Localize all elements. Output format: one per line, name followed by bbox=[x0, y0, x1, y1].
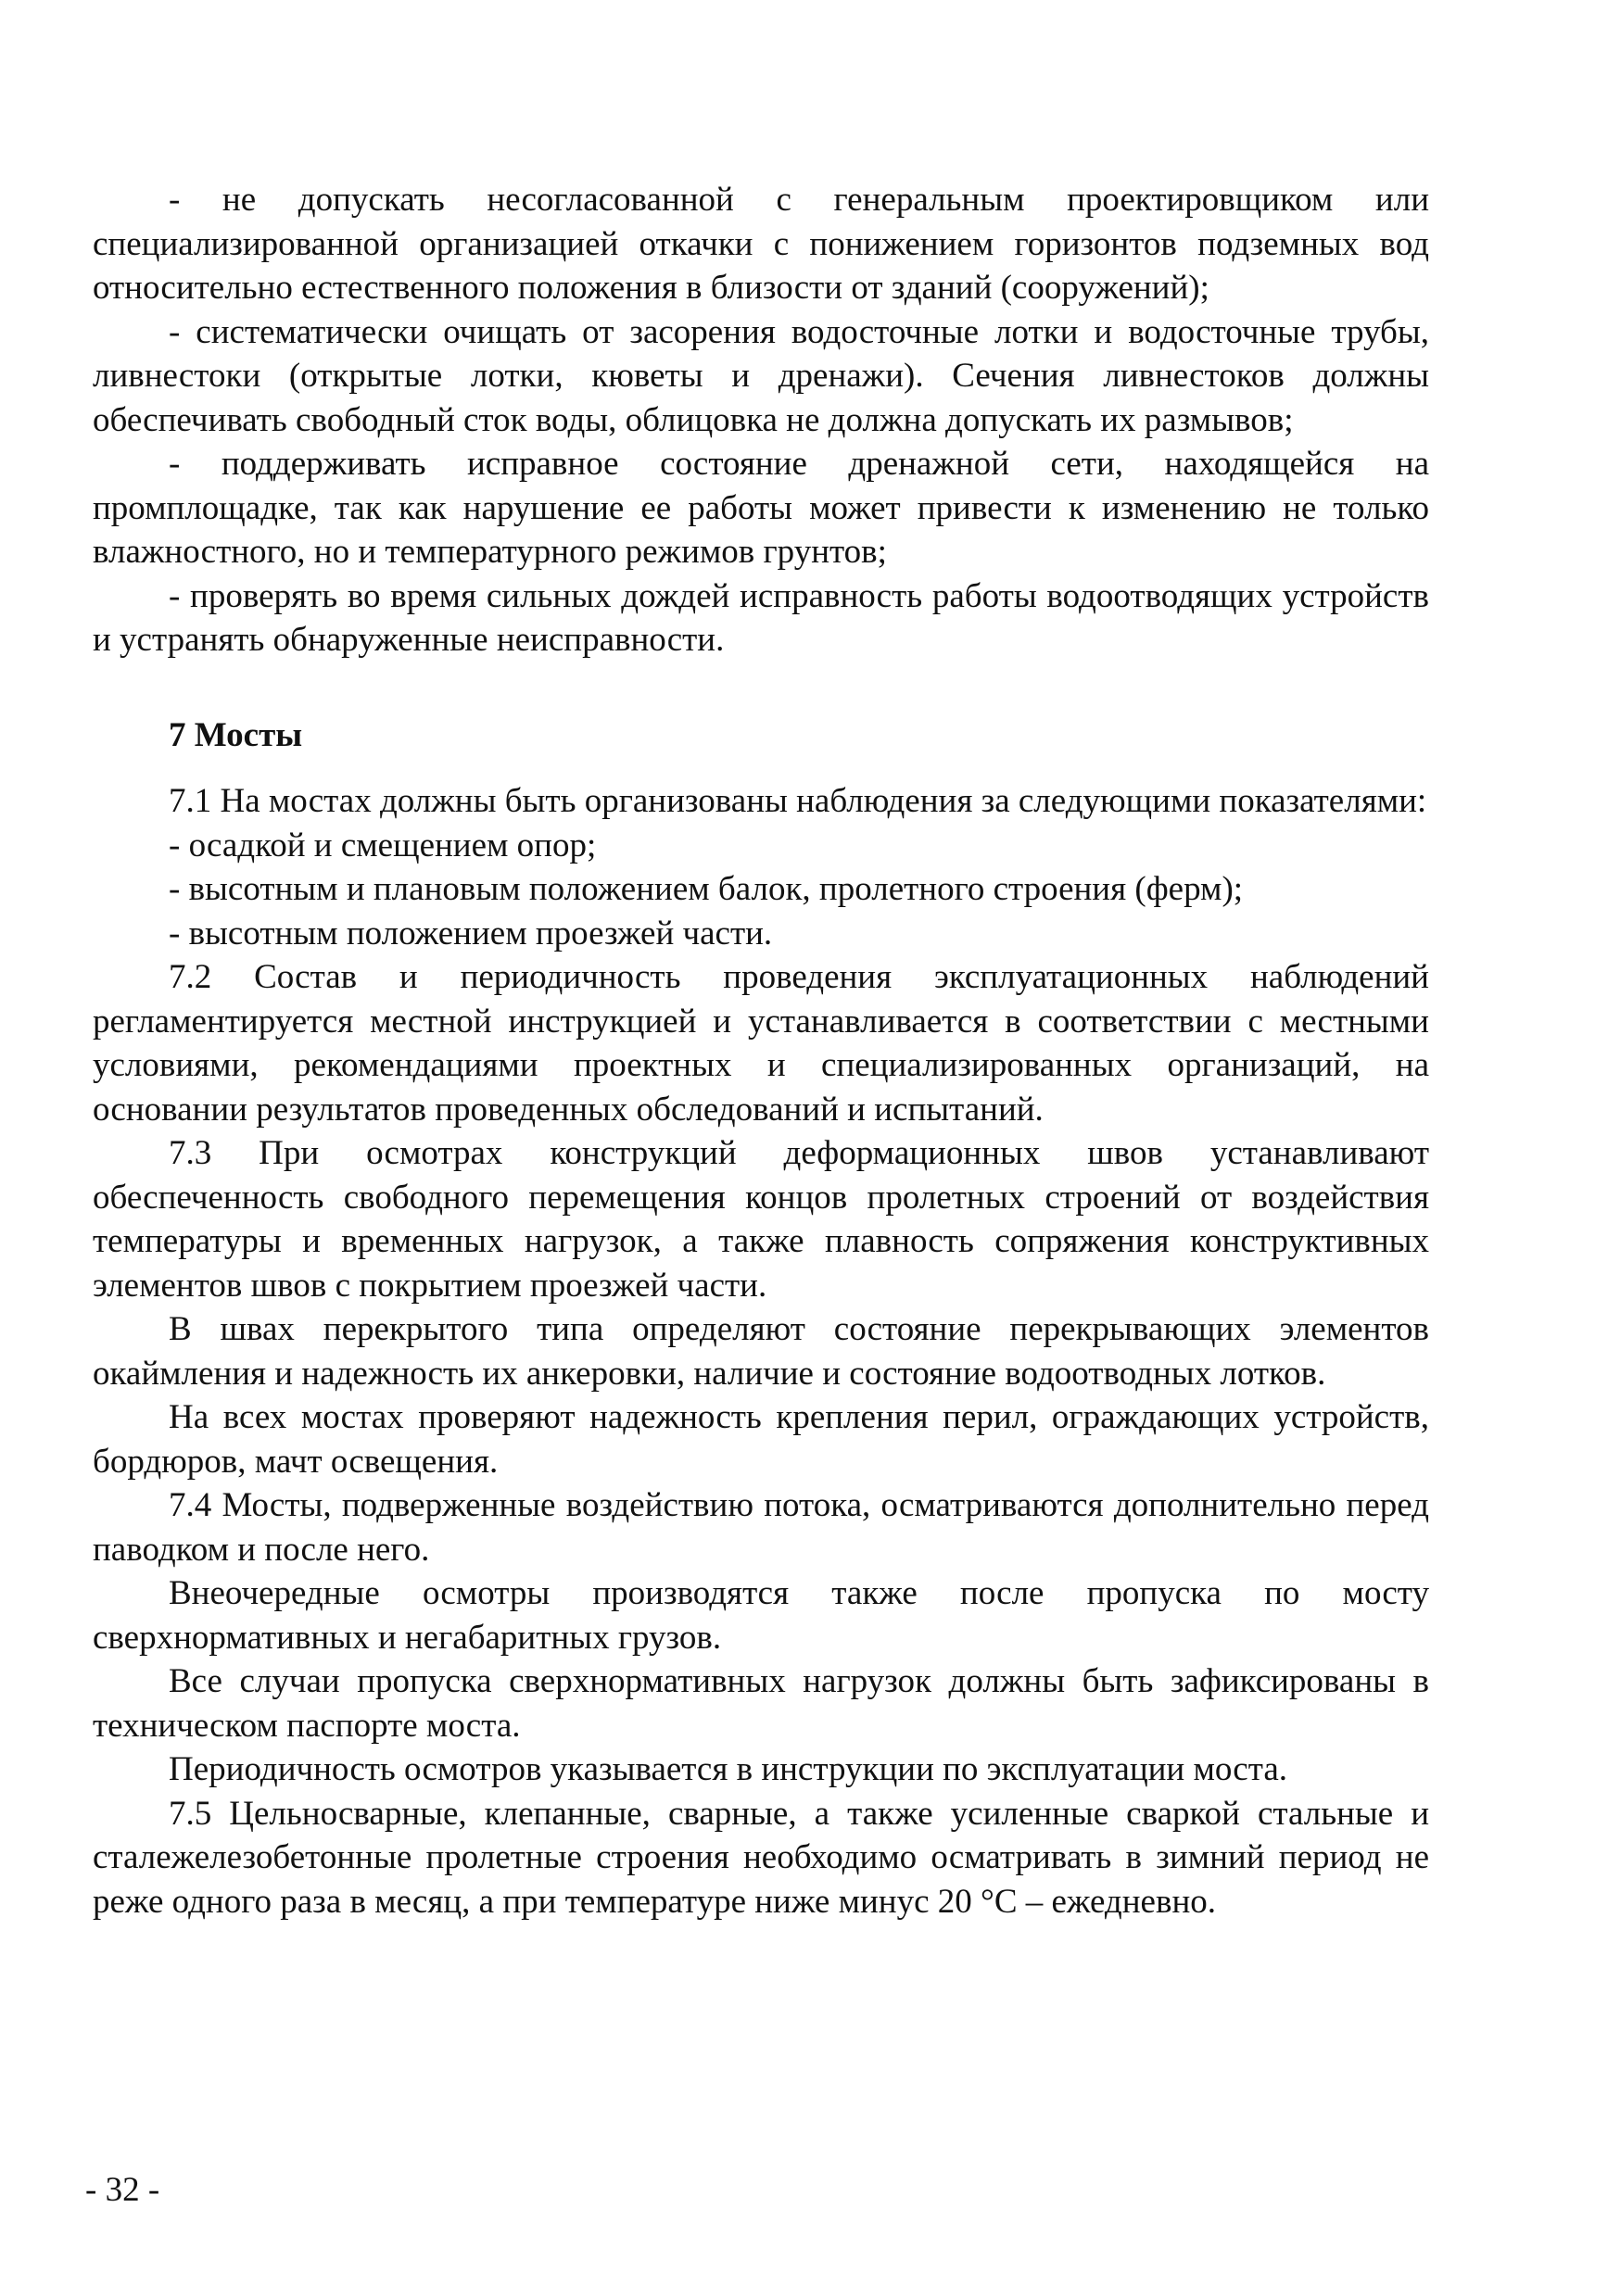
paragraph-rain-check: - проверять во время сильных дождей исправность работы водоотводящих устройств и устранять обнаруженные неисправности. bbox=[93, 576, 1429, 659]
list-item-beam-position: - высотным и плановым положением балок, пролетного строения (ферм); bbox=[169, 870, 1244, 908]
section-heading: 7 Мосты bbox=[169, 715, 303, 754]
page-number: - 32 - bbox=[85, 2171, 160, 2209]
paragraph-railings: На всех мостах проверяют надежность крепления перил, ограждающих устройств, бордюров, мачт освещения. bbox=[93, 1398, 1429, 1481]
paragraph-drain-cleaning: - систематически очищать от засорения водосточные лотки и водосточные трубы, ливнестоки (открытые лотки, кюветы и дренажи). Сечения ливнестоков должны обеспечивать свободный сток воды, облицовка не должна допускать их размывов; bbox=[93, 312, 1429, 439]
list-item-support-settlement: - осадкой и смещением опор; bbox=[169, 826, 597, 864]
paragraph-7-1: 7.1 На мостах должны быть организованы наблюдения за следующими показателями: bbox=[169, 782, 1427, 820]
paragraph-7-2: 7.2 Состав и периодичность проведения эксплуатационных наблюдений регламентируется местной инструкцией и устанавливается в соответствии с местными условиями, рекомендациями проектных и специализированных организаций, на основании результатов проведенных обследований и испытаний. bbox=[93, 958, 1429, 1129]
paragraph-7-4: 7.4 Мосты, подверженные воздействию потока, осматриваются дополнительно перед паводком и после него. bbox=[93, 1486, 1429, 1569]
list-item-roadway-height: - высотным положением проезжей части. bbox=[169, 914, 773, 952]
page-content bbox=[93, 178, 1429, 1924]
paragraph-overlap-joints: В швах перекрытого типа определяют состояние перекрывающих элементов окаймления и надежность их анкеровки, наличие и состояние водоотводных лотков. bbox=[93, 1310, 1429, 1393]
paragraph-drainage-network: - поддерживать исправное состояние дренажной сети, находящейся на промплощадке, так как нарушение ее работы может привести к изменению не только влажностного, но и температурного режимов грунтов; bbox=[93, 445, 1429, 571]
paragraph-7-5: 7.5 Цельносварные, клепанные, сварные, а также усиленные сваркой стальные и сталежелезобетонные пролетные строения необходимо осматривать в зимний период не реже одного раза в месяц, а при температуре ниже минус 20 °С – ежедневно. bbox=[93, 1794, 1429, 1921]
paragraph-overload-records: Все случаи пропуска сверхнормативных нагрузок должны быть зафиксированы в техническом паспорте моста. bbox=[93, 1662, 1429, 1745]
paragraph-groundwater-pumping: - не допускать несогласованной с генеральным проектировщиком или специализированной организацией откачки с понижением горизонтов подземных вод относительно естественного положения в близости от зданий (сооружений); bbox=[93, 181, 1429, 307]
paragraph-7-3: 7.3 При осмотрах конструкций деформационных швов устанавливают обеспеченность свободного перемещения концов пролетных строений от воздействия температуры и временных нагрузок, а также плавность сопряжения конструктивных элементов швов с покрытием проезжей части. bbox=[93, 1134, 1429, 1305]
paragraph-inspection-frequency: Периодичность осмотров указывается в инструкции по эксплуатации моста. bbox=[169, 1750, 1288, 1788]
paragraph-extra-inspections: Внеочередные осмотры производятся также после пропуска по мосту сверхнормативных и негабаритных грузов. bbox=[93, 1574, 1429, 1657]
